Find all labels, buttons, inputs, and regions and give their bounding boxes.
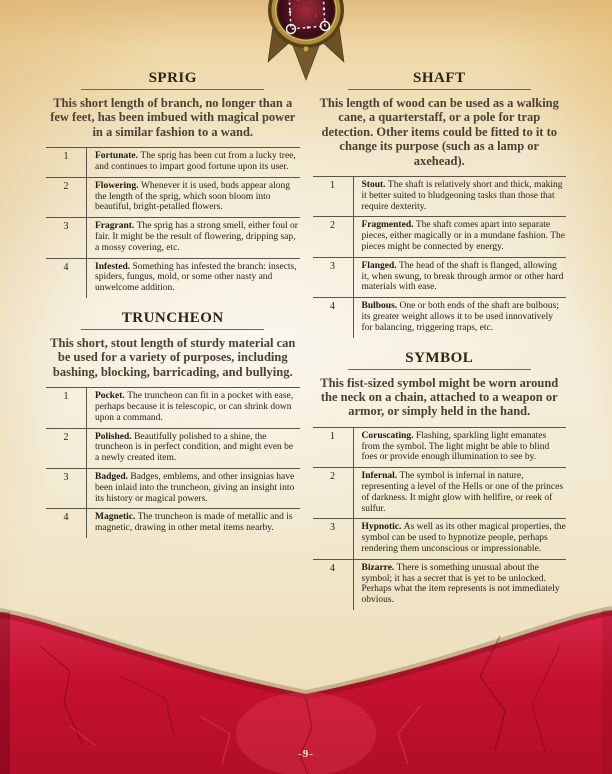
- section-title: TRUNCHEON: [121, 309, 224, 326]
- entry-description: [87, 218, 300, 257]
- entry-label: Flanged.: [361, 260, 399, 271]
- roll-number: 3: [313, 258, 354, 297]
- table-row: [313, 257, 567, 297]
- entry-text: The truncheon is made of metallic and is magnetic, drawing in other metal items nearby.: [95, 512, 293, 534]
- roll-number: 2: [46, 429, 87, 468]
- entry-description: [354, 298, 567, 337]
- d4-table: [313, 176, 567, 338]
- entry-description: [354, 468, 567, 518]
- entry-text: Badges, emblems, and other insignias have been inlaid into the truncheon, giving an insight into its history or magical powers.: [95, 471, 295, 504]
- section-truncheon: [46, 310, 300, 538]
- table-row: [313, 297, 567, 337]
- entry-text: The head of the shaft is flanged, allowing it, when swung, to break through armor or other hard materials with ease.: [361, 260, 564, 293]
- entry-label: Hypnotic.: [361, 522, 404, 533]
- roll-number: 2: [313, 468, 354, 518]
- section-title-rule: [81, 89, 264, 90]
- entry-label: Infernal.: [361, 471, 400, 482]
- table-row: [313, 428, 567, 467]
- table-row: [46, 217, 300, 257]
- table-row: [46, 428, 300, 468]
- entry-description: [354, 217, 567, 256]
- entry-label: Infested.: [95, 261, 133, 272]
- entry-label: Fragrant.: [95, 221, 137, 232]
- table-row: [313, 467, 567, 518]
- table-row: [313, 559, 567, 610]
- roll-number: 1: [46, 148, 87, 177]
- entry-text: As well as its other magical properties, the symbol can be used to hypnotize people, perhaps rendering them unconscious or impressionable.: [361, 522, 566, 554]
- roll-number: 1: [46, 388, 87, 427]
- roll-number: 4: [313, 298, 354, 337]
- column: [46, 70, 300, 622]
- section-title: SPRIG: [148, 70, 197, 86]
- entry-label: Coruscating.: [361, 430, 416, 441]
- roll-number: 3: [46, 469, 87, 508]
- table-row: [313, 216, 567, 256]
- entry-text: One or both ends of the shaft are bulbous; its greater weight allows it to be used innovatively for balancing, triggering traps, etc.: [361, 301, 559, 333]
- entry-description: [87, 509, 300, 538]
- entry-description: [87, 148, 300, 177]
- roll-number: 3: [46, 218, 87, 257]
- d4-table: [46, 387, 300, 538]
- roll-number: 2: [46, 178, 87, 217]
- table-row: [313, 518, 567, 558]
- entry-label: Magnetic.: [95, 512, 138, 523]
- table-row: [46, 258, 300, 298]
- roll-number: 4: [313, 560, 354, 610]
- entry-description: [354, 560, 567, 610]
- entry-text: Flashing, sparkling light emanates from the symbol. The light might be able to blind foes or provide enough illumination to see by.: [361, 430, 550, 463]
- entry-text: Beautifully polished to a shine, the truncheon is in perfect condition, and might even be a newly created item.: [95, 431, 294, 464]
- section-intro: This short length of branch, no longer than a few feet, has been imbued with magical power in a similar fashion to a wand.: [50, 96, 296, 139]
- section-symbol: [313, 350, 567, 610]
- section-title-rule: [348, 89, 531, 90]
- entry-text: The symbol is infernal in nature, representing a level of the Hells or one of the princes of darkness. It might glow with hellfire, or reek of sulfur.: [361, 471, 564, 514]
- roll-number: 2: [313, 217, 354, 256]
- entry-label: Fragmented.: [361, 220, 416, 231]
- roll-number: 4: [46, 509, 87, 538]
- roll-number: 3: [313, 519, 354, 558]
- roll-number: 4: [46, 259, 87, 298]
- entry-description: [87, 469, 300, 508]
- d4-table: [313, 427, 567, 610]
- table-row: [46, 388, 300, 427]
- page-number: -9-: [298, 748, 314, 760]
- entry-text: The truncheon can fit in a pocket with ease, perhaps because it is telescopic, or can shrink down upon a command.: [95, 391, 294, 423]
- table-row: [46, 468, 300, 508]
- entry-label: Stout.: [361, 180, 388, 191]
- content-columns: [46, 70, 566, 622]
- table-row: [46, 177, 300, 217]
- entry-label: Pocket.: [95, 391, 128, 402]
- d4-table: [46, 147, 300, 298]
- roll-number: 1: [313, 428, 354, 467]
- section-sprig: [46, 70, 300, 298]
- section-intro: This length of wood can be used as a walking cane, a quarterstaff, or a pole for trap detection. Other items could be fitted to it to change its purpose (such as a lamp or axehead).: [319, 96, 559, 168]
- section-shaft: [313, 70, 567, 338]
- entry-text: The shaft is relatively short and thick, making it better suited to bludgeoning tasks than those that require dexterity.: [361, 180, 563, 212]
- section-intro: This fist-sized symbol might be worn around the neck on a chain, attached to a weapon or armor, or simply held in the hand.: [320, 375, 559, 419]
- entry-description: [354, 519, 567, 558]
- entry-description: [87, 259, 300, 298]
- entry-label: Polished.: [95, 431, 135, 442]
- entry-description: [87, 178, 300, 217]
- entry-label: Fortunate.: [95, 151, 141, 162]
- entry-label: Badged.: [95, 471, 131, 482]
- table-row: [313, 177, 567, 216]
- entry-label: Bizarre.: [361, 562, 397, 573]
- entry-text: The sprig has a strong smell, either foul or fair. It might be the result of flowering, dripping sap, a mossy covering, etc.: [95, 221, 298, 253]
- entry-text: There is something unusual about the symbol; it has a secret that is yet to be unlocked. Perhaps what the item represents is not immediately obvious.: [361, 562, 560, 606]
- column: [313, 70, 567, 622]
- entry-description: [87, 388, 300, 427]
- entry-description: [87, 429, 300, 468]
- section-title-rule: [348, 369, 531, 370]
- section-title: SHAFT: [412, 70, 466, 86]
- entry-label: Bulbous.: [361, 301, 400, 312]
- entry-description: [354, 258, 567, 297]
- entry-label: Flowering.: [95, 180, 141, 191]
- roll-number: 1: [313, 177, 354, 216]
- entry-text: Whenever it is used, buds appear along the length of the sprig, which soon bloom into beautiful, bright-petalled flowers.: [95, 180, 290, 213]
- footer-red-banner: [0, 606, 612, 774]
- entry-description: [354, 428, 567, 467]
- section-intro: This short, stout length of sturdy material can be used for a variety of purposes, including bashing, blocking, barricading, and bullying.: [50, 335, 296, 379]
- section-title-rule: [81, 329, 264, 330]
- table-row: [46, 148, 300, 177]
- section-title: SYMBOL: [405, 349, 474, 366]
- entry-description: [354, 177, 567, 216]
- entry-text: The shaft comes apart into separate pieces, either magically or in a mundane fashion. The pieces might be connected by energy.: [361, 220, 565, 253]
- entry-text: The sprig has been cut from a lucky tree, and continues to impart good fortune upon its user.: [95, 151, 296, 173]
- entry-text: Something has infested the branch: insects, spiders, fungus, mold, or some other nasty and unwelcome addition.: [95, 261, 297, 294]
- table-row: [46, 508, 300, 538]
